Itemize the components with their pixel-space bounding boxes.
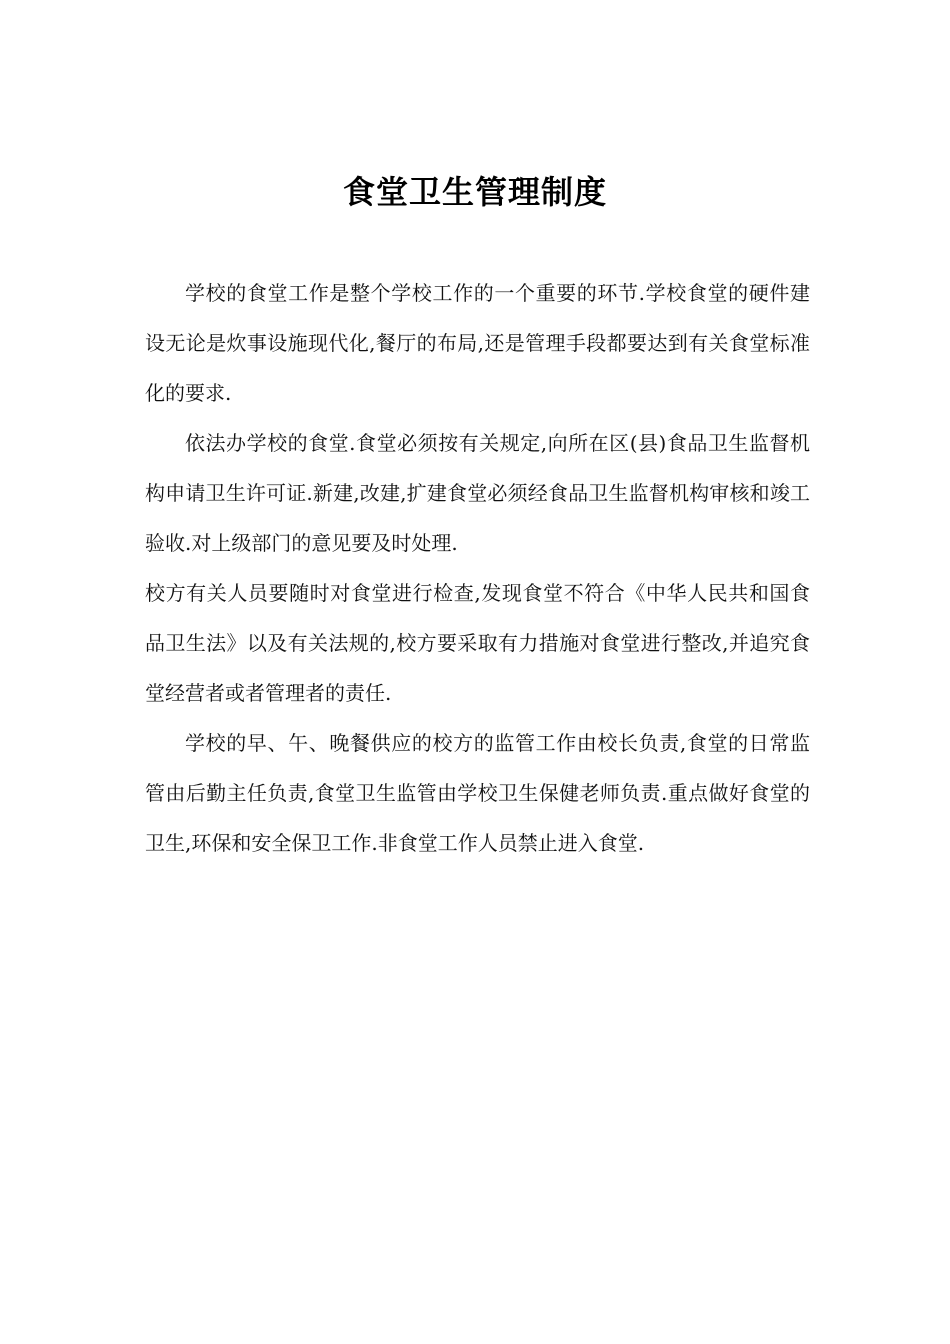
paragraph-4: 学校的早、午、晚餐供应的校方的监管工作由校长负责,食堂的日常监管由后勤主任负责,食堂卫生监管由学校卫生保健老师负责.重点做好食堂的卫生,环保和安全保卫工作.非食堂工作人员禁止进入食堂. <box>145 731 810 855</box>
paragraph-2: 依法办学校的食堂.食堂必须按有关规定,向所在区(县)食品卫生监督机构申请卫生许可证.新建,改建,扩建食堂必须经食品卫生监督机构审核和竣工验收.对上级部门的意见要及时处理. <box>145 431 810 555</box>
paragraph-1: 学校的食堂工作是整个学校工作的一个重要的环节.学校食堂的硬件建设无论是炊事设施现代化,餐厅的布局,还是管理手段都要达到有关食堂标准化的要求. <box>145 281 810 405</box>
paragraph-3: 校方有关人员要随时对食堂进行检查,发现食堂不符合《中华人民共和国食品卫生法》以及有关法规的,校方要采取有力措施对食堂进行整改,并追究食堂经营者或者管理者的责任. <box>145 581 810 705</box>
document-title: 食堂卫生管理制度 <box>342 173 607 211</box>
document-body <box>145 268 810 868</box>
